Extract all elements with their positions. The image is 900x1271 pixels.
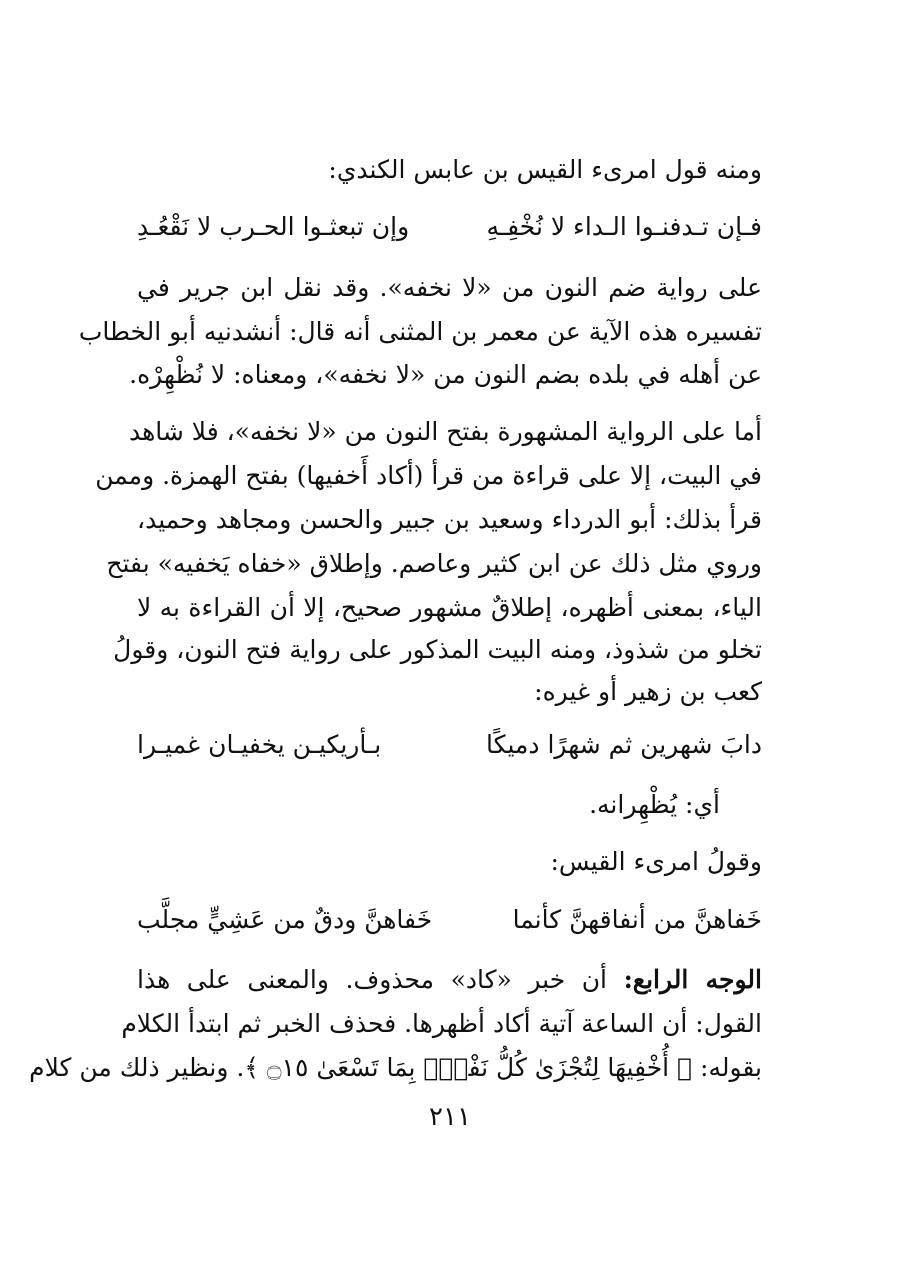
section-heading: الوجه الرابع: bbox=[623, 965, 762, 994]
paragraph-2-line-4: وروي مثل ذلك عن ابن كثير وعاصم. وإطلاق «خفاه يَخفيه» بفتح bbox=[106, 549, 762, 578]
verse-3-second-hemistich: خَفاهنَّ ودقٌ من عَشِيٍّ مجلَّب bbox=[137, 905, 433, 934]
paragraph-1-line-2: تفسيره هذه الآية عن معمر بن المثنى أنه قال: أنشدنيه أبو الخطاب bbox=[78, 317, 762, 346]
verse-2-second-hemistich: بـأريكيـن يخفيـان غميـرا bbox=[137, 730, 382, 759]
page-number: ٢١١ bbox=[429, 1102, 471, 1132]
verse-2 bbox=[137, 723, 762, 767]
paragraph-1-line-1: على رواية ضم النون من «لا نخفه». وقد نقل ابن جرير في bbox=[137, 273, 762, 302]
intro-line: ومنه قول امرىء القيس بن عابس الكندي: bbox=[328, 155, 762, 184]
paragraph-3-line-1-text: أن خبر «كاد» محذوف. والمعنى على هذا bbox=[137, 965, 608, 994]
paragraph-2-line-5: الياء، بمعنى أظهره، إطلاقٌ مشهور صحيح، إلا أن القراءة به لا bbox=[137, 593, 762, 622]
paragraph-3-line-2: القول: أن الساعة آتية أكاد أظهرها. فحذف الخبر ثم ابتدأ الكلام bbox=[121, 1009, 762, 1038]
gloss-line: أي: يُظْهِرانه. bbox=[589, 790, 720, 819]
paragraph-2-line-2: في البيت، إلا على قراءة من قرأ (أكاد أَخفيها) بفتح الهمزة. وممن bbox=[95, 461, 762, 490]
verse-1 bbox=[137, 205, 762, 249]
verse-1-first-hemistich: فـإن تـدفنـوا الـداء لا نُخْفِـهِ bbox=[486, 212, 762, 241]
paragraph-2-line-6: تخلو من شذوذ، ومنه البيت المذكور على رواية فتح النون، وقولُ bbox=[113, 635, 762, 664]
paragraph-2-line-1: أما على الرواية المشهورة بفتح النون من «لا نخفه»، فلا شاهد bbox=[128, 417, 762, 446]
paragraph-2-line-3: قرأ بذلك: أبو الدرداء وسعيد بن جبير والحسن ومجاهد وحميد، bbox=[137, 505, 762, 534]
paragraph-1-line-3: عن أهله في بلده بضم النون من «لا نخفه»، ومعناه: لا نُظْهِرْه. bbox=[129, 360, 762, 389]
paragraph-3-line-3: بقوله: ﴿ أُخْفِيهَا لِتُجْزَىٰ كُلُّ نَفْسِۭ بِمَا تَسْعَىٰ ۝١٥ ﴾. ونظير ذلك من كلام bbox=[29, 1053, 762, 1082]
verse-1-second-hemistich: وإن تبعثـوا الحـرب لا نَقْعُـدِ bbox=[137, 212, 410, 241]
verse-3 bbox=[137, 898, 762, 942]
verse-3-first-hemistich: خَفاهنَّ من أنفاقهنَّ كأنما bbox=[512, 905, 762, 934]
intro-line-2: وقولُ امرىء القيس: bbox=[550, 847, 762, 876]
paragraph-3-line-1 bbox=[137, 958, 762, 1002]
paragraph-2-line-7: كعب بن زهير أو غيره: bbox=[534, 677, 762, 706]
verse-2-first-hemistich: دابَ شهرين ثم شهرًا دميكًا bbox=[486, 730, 762, 759]
